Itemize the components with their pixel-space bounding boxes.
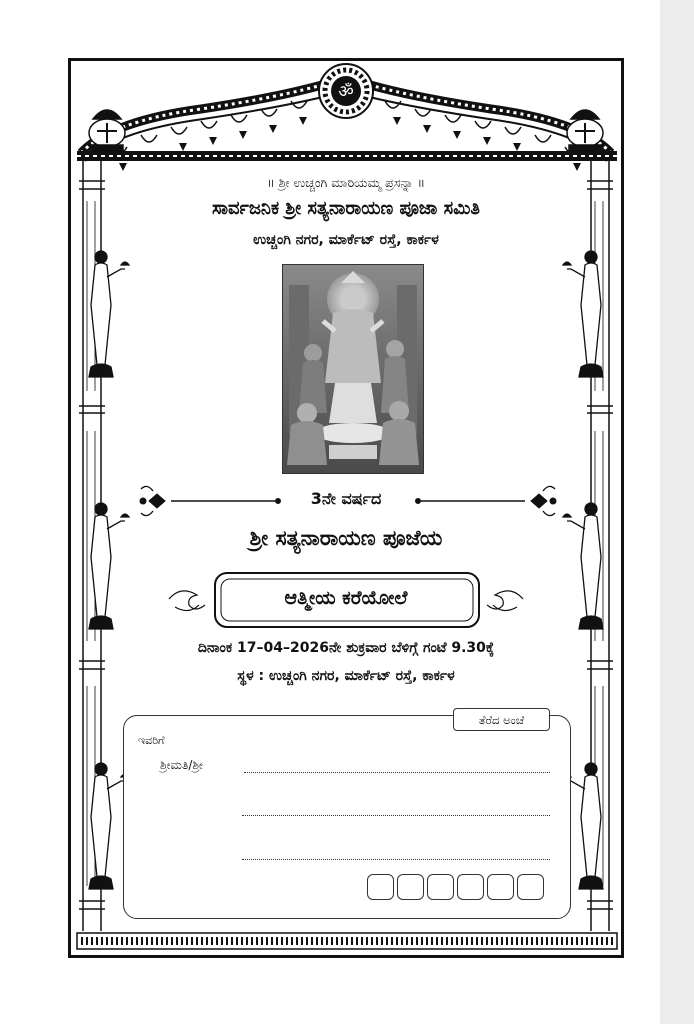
- kalasha-left-icon: [89, 110, 125, 151]
- invitation-card: [68, 58, 624, 958]
- kalasha-right-icon: [567, 110, 603, 151]
- year-label: 3ನೇ ವರ್ಷದ: [310, 489, 382, 508]
- pincode-digit-box[interactable]: [457, 874, 484, 900]
- bottom-frieze: [77, 933, 617, 949]
- address-line-2[interactable]: [242, 815, 550, 816]
- deity-image: [282, 264, 424, 474]
- blessing-line: ॥ ಶ್ರೀ ಉಚ್ಚಂಗಿ ಮಾರಿಯಮ್ಮ ಪ್ರಸನ್ನಾ ॥: [267, 175, 425, 190]
- pincode-digit-box[interactable]: [487, 874, 514, 900]
- pincode-digit-box[interactable]: [517, 874, 544, 900]
- committee-name: ಸಾರ್ವಜನಿಕ ಶ್ರೀ ಸತ್ಯನಾರಾಯಣ ಪೂಜಾ ಸಮಿತಿ: [212, 198, 480, 219]
- pincode-digit-box[interactable]: [397, 874, 424, 900]
- address-line-1[interactable]: [244, 772, 550, 773]
- om-symbol: ॐ: [338, 82, 354, 102]
- recipient-label: ಇವರಿಗೆ: [138, 734, 165, 747]
- invitation-heading: ಆತ್ಮೀಯ ಕರೆಯೋಲೆ: [284, 587, 408, 609]
- name-prefix-label: ಶ್ರೀಮತಿ/ಶ್ರೀ: [160, 758, 203, 772]
- committee-address: ಉಚ್ಚಂಗಿ ನಗರ, ಮಾರ್ಕೆಟ್ ರಸ್ತೆ, ಕಾರ್ಕಳ: [253, 232, 439, 248]
- pincode-digit-box[interactable]: [427, 874, 454, 900]
- pincode-boxes: [367, 874, 544, 900]
- event-venue-line: ಸ್ಥಳ : ಉಚ್ಚಂಗಿ ನಗರ, ಮಾರ್ಕೆಟ್ ರಸ್ತೆ, ಕಾರ್ಕಳ: [237, 668, 455, 684]
- address-box: [123, 715, 571, 919]
- address-line-3[interactable]: [242, 859, 550, 860]
- puja-title: ಶ್ರೀ ಸತ್ಯನಾರಾಯಣ ಪೂಜೆಯ: [249, 526, 443, 550]
- postage-label: ತೆರೆದ ಅಂಚೆ: [453, 708, 550, 731]
- pincode-digit-box[interactable]: [367, 874, 394, 900]
- event-date-line: ದಿನಾಂಕ 17–04–2026ನೇ ಶುಕ್ರವಾರ ಬೆಳಿಗ್ಗೆ ಗಂಟೆ 9.30ಕ್ಕೆ: [197, 640, 495, 656]
